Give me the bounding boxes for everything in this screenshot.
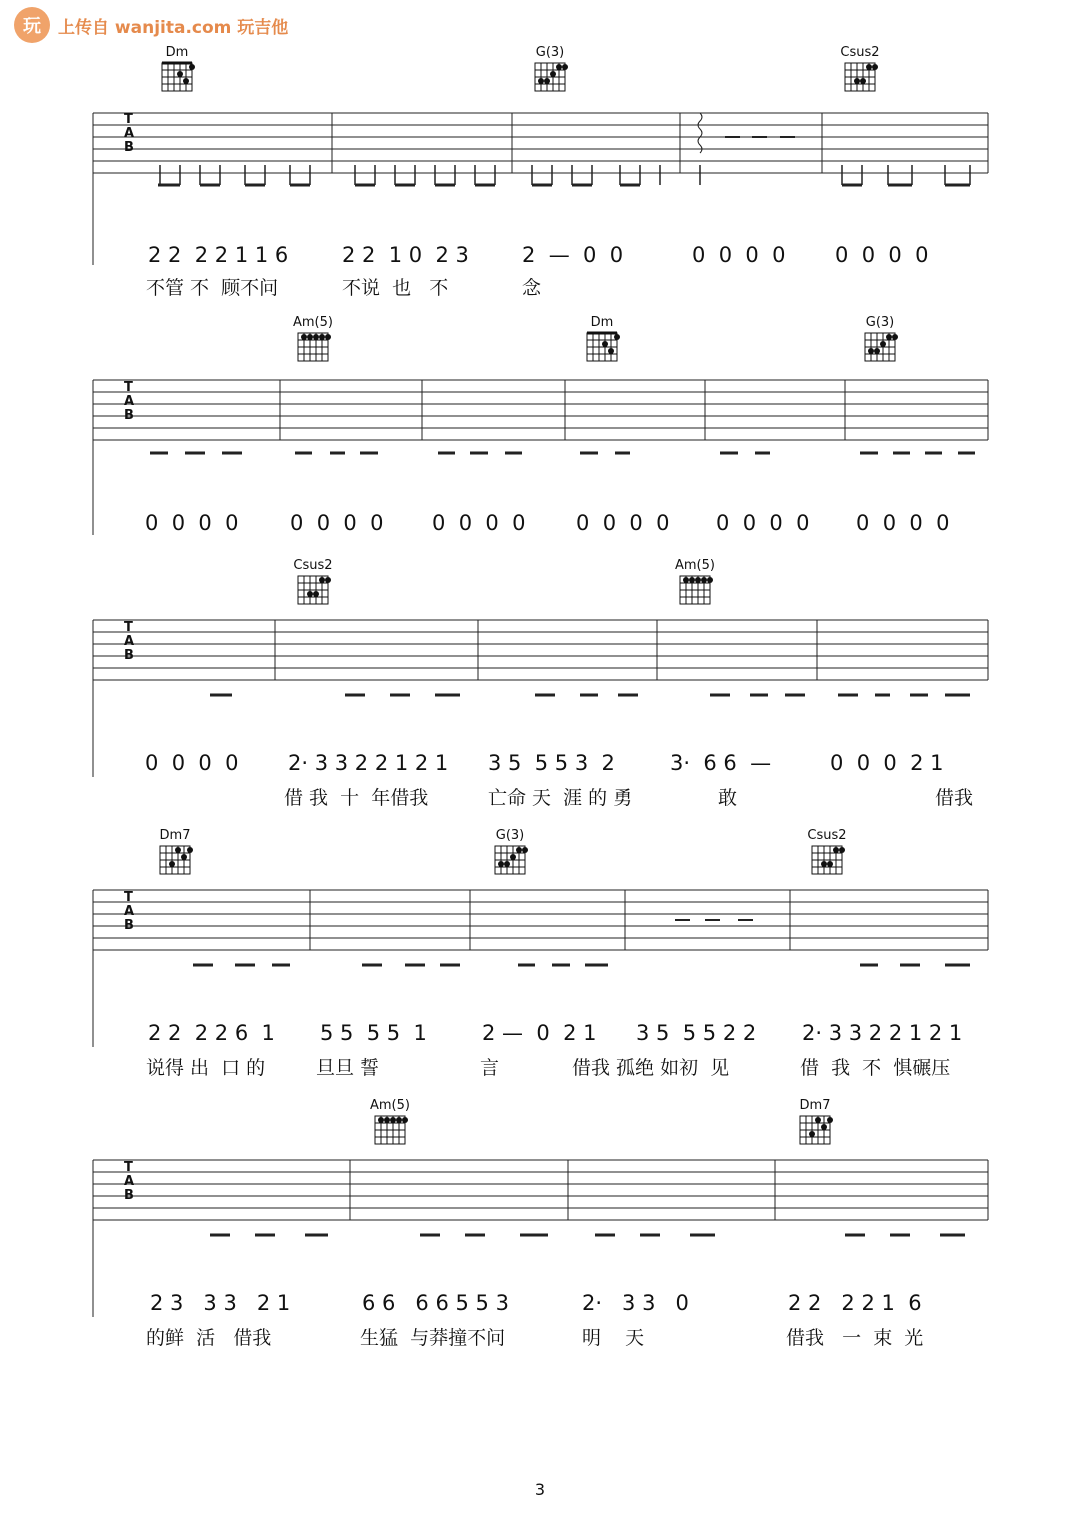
chord-diagram-am5: Am(5) [360, 1098, 420, 1144]
chord-diagram-csus2: Csus2 [797, 828, 857, 874]
chord-diagram-dm: Dm [572, 315, 632, 361]
chord-diagram-dm: Dm [147, 45, 207, 91]
chord-diagram-dm7: Dm7 [145, 828, 205, 874]
lyrics-row-1: 不管 不 顾不问 不说 也 不 念 [146, 277, 542, 299]
chord-diagram-g3: G(3) [850, 315, 910, 361]
chord-diagram-g3: G(3) [480, 828, 540, 874]
system-3 [0, 555, 1080, 825]
numbered-notation-row-5: 2 3 3 3 2 1 6 6 6 6 5 5 3 2· 3 3 0 2 2 2 2 1 6 [150, 1291, 922, 1315]
page-number: 3 [534, 1480, 546, 1499]
system-2 [0, 315, 1080, 555]
chord-diagram-am5: Am(5) [283, 315, 343, 361]
system-4 [0, 825, 1080, 1095]
chord-diagram-g3: G(3) [520, 45, 580, 91]
numbered-notation-row-1: 2 2 2 2 1 1 6 2 2 1 0 2 3 2 — 0 0 0 0 0 0 0 0 0 0 [148, 243, 929, 267]
chord-diagram-csus2: Csus2 [283, 558, 343, 604]
lyrics-row-5: 的鲜 活 借我 生猛 与莽撞不问 明 天 借我 一 束 光 [146, 1327, 924, 1349]
system-5 [0, 1095, 1080, 1365]
tab-clef-2: T A B [124, 380, 135, 423]
site-header [14, 6, 288, 44]
numbered-notation-row-4: 2 2 2 2 6 1 5 5 5 5 1 2 — 0 2 1 3 5 5 5 2 2 2· 3 3 2 2 1 2 1 [148, 1021, 963, 1045]
numbered-notation-row-2: 0 0 0 0 0 0 0 0 0 0 0 0 0 0 0 0 0 0 0 0 0 0 0 0 [145, 511, 950, 535]
site-logo-icon: 玩 [14, 7, 50, 43]
lyrics-row-3: 借 我 十 年借我 亡命 天 涯 的 勇 敢 借我 [284, 787, 974, 809]
tab-clef-1: T A B [124, 112, 135, 155]
chord-diagram-csus2: Csus2 [830, 45, 890, 91]
chord-diagram-dm7: Dm7 [785, 1098, 845, 1144]
numbered-notation-row-3: 0 0 0 0 2· 3 3 2 2 1 2 1 3 5 5 5 3 2 3· 6 6 — 0 0 0 2 1 [145, 751, 944, 775]
tab-clef-3: T A B [124, 620, 135, 663]
lyrics-row-4: 说得 出 口 的 旦旦 誓 言 借我 孤绝 如初 见 借 我 不 惧碾压 [146, 1057, 951, 1079]
system-1 [0, 45, 1080, 305]
tab-clef-4: T A B [124, 890, 135, 933]
tab-clef-5: T A B [124, 1160, 135, 1203]
chord-diagram-am5: Am(5) [665, 558, 725, 604]
site-watermark-text: 上传自 wanjita.com 玩吉他 [58, 17, 289, 38]
